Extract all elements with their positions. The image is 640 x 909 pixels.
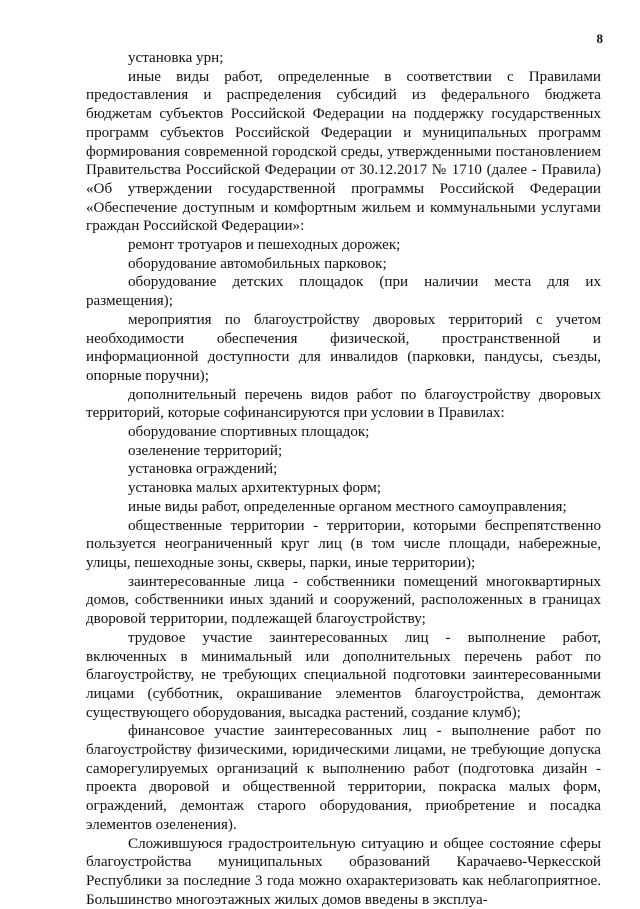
paragraph: трудовое участие заинтересованных лиц - выполнение работ, включенных в минимальный или дополнительных перечень работ по благоустройству, не требующих специальной подготовки заинтересованными лицами (субботник, окрашивание элементов благоустройства, демонтаж существующего оборудования, высадка растений, создание клумб); <box>86 629 601 721</box>
paragraph: дополнительный перечень видов работ по благоустройству дворовых территорий, которые софинансируются при условии в Правилах: <box>86 386 601 422</box>
paragraph: иные виды работ, определенные в соответствии с Правилами предоставления и распределения субсидий из федерального бюджета бюджетам субъектов Российской Федерации на поддержку государственных программ субъектов Российской Федерации и муниципальных программ формирования современной городской среды, утвержденными постановлением Правительства Российской Федерации от 30.12.2017 № 1710 (далее - Правила) «Об утверждении государственной программы Российской Федерации «Обеспечение доступным и комфортным жильем и коммунальными услугами граждан Российской Федерации»: <box>86 68 601 235</box>
document-body <box>86 49 601 909</box>
paragraph: заинтересованные лица - собственники помещений многоквартирных домов, собственники иных зданий и сооружений, расположенных в границах дворовой территории, подлежащей благоустройству; <box>86 573 601 628</box>
paragraph: иные виды работ, определенные органом местного самоуправления; <box>128 498 567 515</box>
paragraph: финансовое участие заинтересованных лиц - выполнение работ по благоустройству физическими, юридическими лицами, не требующие допуска саморегулируемых организаций к выполнению работ (подготовка дизайн - проекта дворовой и общественной территории, покраска малых форм, ограждений, демонтаж старого оборудования, приобретение и посадка элементов озеленения). <box>86 723 601 833</box>
paragraph: общественные территории - территории, которыми беспрепятственно пользуется неограниченный круг лиц (в том числе площади, набережные, улицы, пешеходные зоны, скверы, парки, иные территории); <box>86 517 601 571</box>
paragraph: Сложившуюся градостроительную ситуацию и общее состояние сферы благоустройства муниципальных образований Карачаево-Черкесской Республики за последние 3 года можно охарактеризовать как неблагоприятное. Большинство многоэтажных жилых домов введены в эксплуа- <box>86 835 601 908</box>
paragraph: оборудование автомобильных парковок; <box>128 255 387 272</box>
paragraph: оборудование спортивных площадок; <box>128 424 370 441</box>
paragraph: ремонт тротуаров и пешеходных дорожек; <box>128 237 401 254</box>
paragraph: озеленение территорий; <box>128 442 283 459</box>
page-number: 8 <box>596 31 603 46</box>
paragraph: оборудование детских площадок (при наличии места для их размещения); <box>86 274 601 310</box>
paragraph: мероприятия по благоустройству дворовых территорий с учетом необходимости обеспечения физической, пространственной и информационной доступности для инвалидов (парковки, пандусы, съезды, опорные поручни); <box>86 311 601 384</box>
paragraph: установка урн; <box>128 50 224 66</box>
paragraph: установка ограждений; <box>128 461 278 478</box>
paragraph: установка малых архитектурных форм; <box>128 480 382 497</box>
